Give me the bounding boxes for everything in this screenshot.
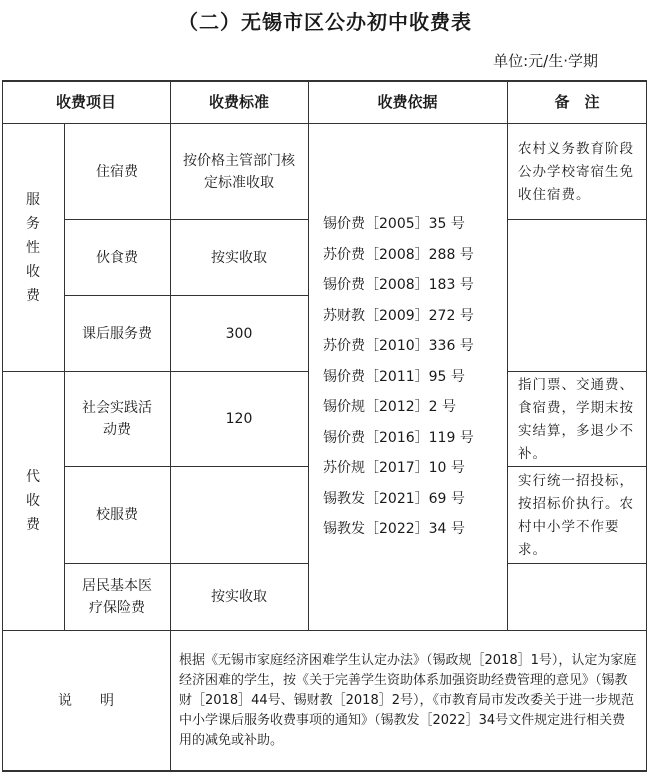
basis-item: 苏价规［2017］10 号: [323, 460, 465, 477]
remark-dorm: 农村义务教育阶段公办学校寄宿生免收住宿费。: [518, 141, 634, 203]
header-basis: 收费依据: [377, 93, 438, 111]
remark-uniform: 实行统一招投标，按招标价执行。农村中小学不作要求。: [518, 473, 634, 558]
basis-item: 锡价费［2008］183 号: [323, 277, 474, 294]
basis-item: 锡教发［2021］69 号: [323, 490, 465, 507]
standard-practice: 120: [225, 411, 253, 427]
rule-remark2: [507, 371, 647, 372]
basis-list: [309, 124, 507, 630]
explanation-text: 根据《无锡市家庭经济困难学生认定办法》（锡政规［2018］1号），认定为家庭经济困难的学生，按《关于完善学生资助体系加强资助经费管理的意见》（锡教财［2018］44号、锡财教［2018］2号），《市教育局市发改委关于进一步规范中小学课后服务收费事项的通知》（锡教发［2022］34号文件规定进行相关费用的减免或补助。: [179, 652, 637, 748]
remark-practice: 指门票、交通费、食宿费，学期末按实结算，多退少不补。: [518, 377, 634, 462]
rule-remark3: [507, 466, 647, 467]
rule-remark1: [507, 219, 647, 220]
basis-item: 锡价费［2011］95 号: [323, 368, 465, 385]
table-title: （二）无锡市区公办初中收费表: [178, 10, 472, 34]
basis-item: 锡价费［2005］35 号: [323, 216, 465, 233]
standard-uniform: [170, 467, 308, 563]
item-insurance: 居民基本医疗保险费: [82, 578, 152, 616]
item-meal: 伙食费: [96, 249, 138, 266]
standard-insurance: 按实收取: [211, 589, 267, 605]
header-item: 收费项目: [55, 93, 116, 111]
category-agency: 代 收 费: [26, 469, 40, 533]
standard-meal: 按实收取: [211, 249, 267, 266]
standard-afterschool: 300: [225, 325, 253, 342]
rule-bottom: [2, 770, 647, 772]
basis-item: 锡价费［2016］119 号: [323, 429, 474, 446]
basis-item: 苏价费［2008］288 号: [323, 246, 474, 263]
item-afterschool: 课后服务费: [82, 325, 152, 342]
basis-item: 苏财教［2009］272 号: [323, 307, 474, 324]
basis-item: 锡价规［2012］2 号: [323, 399, 456, 416]
item-practice: 社会实践活动费: [82, 400, 152, 438]
rule-remark4: [507, 563, 647, 564]
header-standard: 收费标准: [208, 93, 269, 111]
item-uniform: 校服费: [96, 507, 138, 523]
basis-item: 苏价费［2010］336 号: [323, 338, 474, 355]
explanation-label: 说 明: [58, 692, 114, 709]
unit-label: 单位:元/生·学期: [493, 52, 598, 70]
standard-dorm: 按价格主管部门核定标准收取: [183, 152, 295, 191]
category-service: 服 务 性 收 费: [26, 191, 40, 304]
basis-item: 锡教发［2022］34 号: [323, 521, 465, 538]
item-dorm: 住宿费: [96, 163, 138, 180]
header-remark: 备 注: [554, 93, 600, 111]
